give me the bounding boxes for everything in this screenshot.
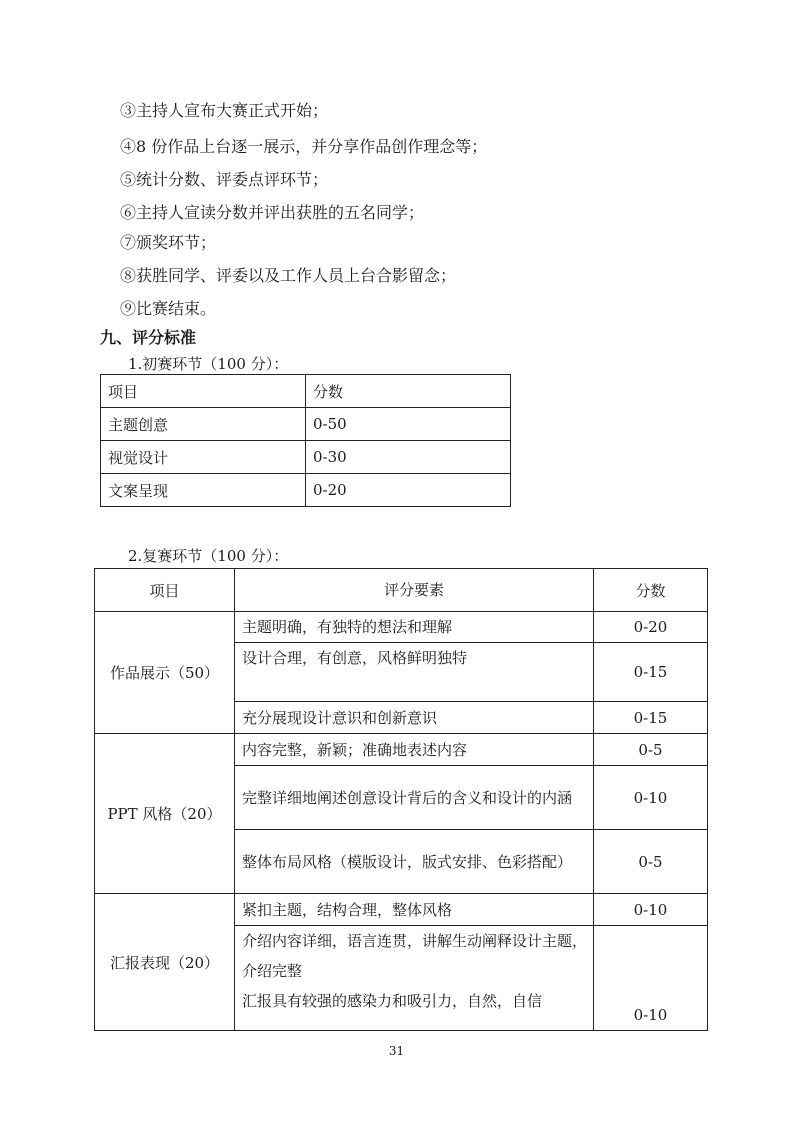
table-row	[101, 474, 511, 507]
table-row	[101, 441, 511, 474]
criteria-line: 介绍内容详细，语言连贯，讲解生动阐释设计主题，介绍完整	[242, 932, 588, 980]
prelim-score-table	[100, 374, 511, 507]
score-cell: 0-10	[594, 766, 708, 830]
section-heading: 九、评分标准	[100, 328, 197, 347]
table-header-row	[101, 375, 511, 408]
header-cell-criteria: 评分要素	[235, 569, 594, 612]
table-row	[95, 894, 708, 926]
procedure-step: ⑦颁奖环节；	[120, 233, 217, 252]
criteria-line: 汇报具有较强的感染力和吸引力，自然，自信	[242, 992, 543, 1010]
score-cell: 0-5	[594, 734, 708, 766]
procedure-step: ③主持人宣布大赛正式开始；	[120, 101, 329, 120]
procedure-step: ⑤统计分数、评委点评环节；	[120, 170, 329, 189]
score-cell: 0-10	[594, 894, 708, 926]
header-cell-item: 项目	[95, 569, 235, 612]
criteria-cell: 内容完整，新颖；准确地表述内容	[235, 734, 594, 766]
procedure-step: ⑧获胜同学、评委以及工作人员上台合影留念；	[120, 266, 457, 285]
item-cell: 文案呈现	[101, 474, 306, 507]
group-item-cell: 作品展示（50）	[95, 612, 235, 734]
header-cell-item: 项目	[101, 375, 306, 408]
score-cell: 0-10	[594, 926, 708, 1031]
table-row	[95, 612, 708, 643]
group-item-cell: 汇报表现（20）	[95, 894, 235, 1031]
criteria-cell	[235, 926, 594, 1031]
criteria-cell: 整体布局风格（模版设计，版式安排、色彩搭配）	[235, 830, 594, 894]
score-cell: 0-20	[306, 474, 511, 507]
procedure-step: ⑨比赛结束。	[120, 299, 217, 318]
page-number: 31	[388, 1044, 405, 1058]
score-cell: 0-20	[594, 612, 708, 643]
score-cell: 0-15	[594, 702, 708, 734]
criteria-cell: 主题明确，有独特的想法和理解	[235, 612, 594, 643]
item-cell: 视觉设计	[101, 441, 306, 474]
score-cell: 0-15	[594, 643, 708, 702]
group-item-cell: PPT 风格（20）	[95, 734, 235, 894]
score-cell: 0-5	[594, 830, 708, 894]
criteria-cell: 充分展现设计意识和创新意识	[235, 702, 594, 734]
score-cell: 0-50	[306, 408, 511, 441]
procedure-step: ④8 份作品上台逐一展示，并分享作品创作理念等；	[120, 137, 488, 156]
item-cell: 主题创意	[101, 408, 306, 441]
criteria-cell: 完整详细地阐述创意设计背后的含义和设计的内涵	[235, 766, 594, 830]
score-cell: 0-30	[306, 441, 511, 474]
header-cell-score: 分数	[306, 375, 511, 408]
table-row	[101, 408, 511, 441]
final-score-table	[94, 568, 708, 1031]
prelim-title: 1.初赛环节（100 分）：	[128, 355, 289, 373]
criteria-cell: 设计合理，有创意，风格鲜明独特	[235, 643, 594, 702]
header-cell-score: 分数	[594, 569, 708, 612]
criteria-cell: 紧扣主题，结构合理，整体风格	[235, 894, 594, 926]
procedure-step: ⑥主持人宣读分数并评出获胜的五名同学；	[120, 203, 425, 222]
table-row	[95, 734, 708, 766]
table-header-row	[95, 569, 708, 612]
final-title: 2.复赛环节（100 分）：	[128, 547, 289, 565]
